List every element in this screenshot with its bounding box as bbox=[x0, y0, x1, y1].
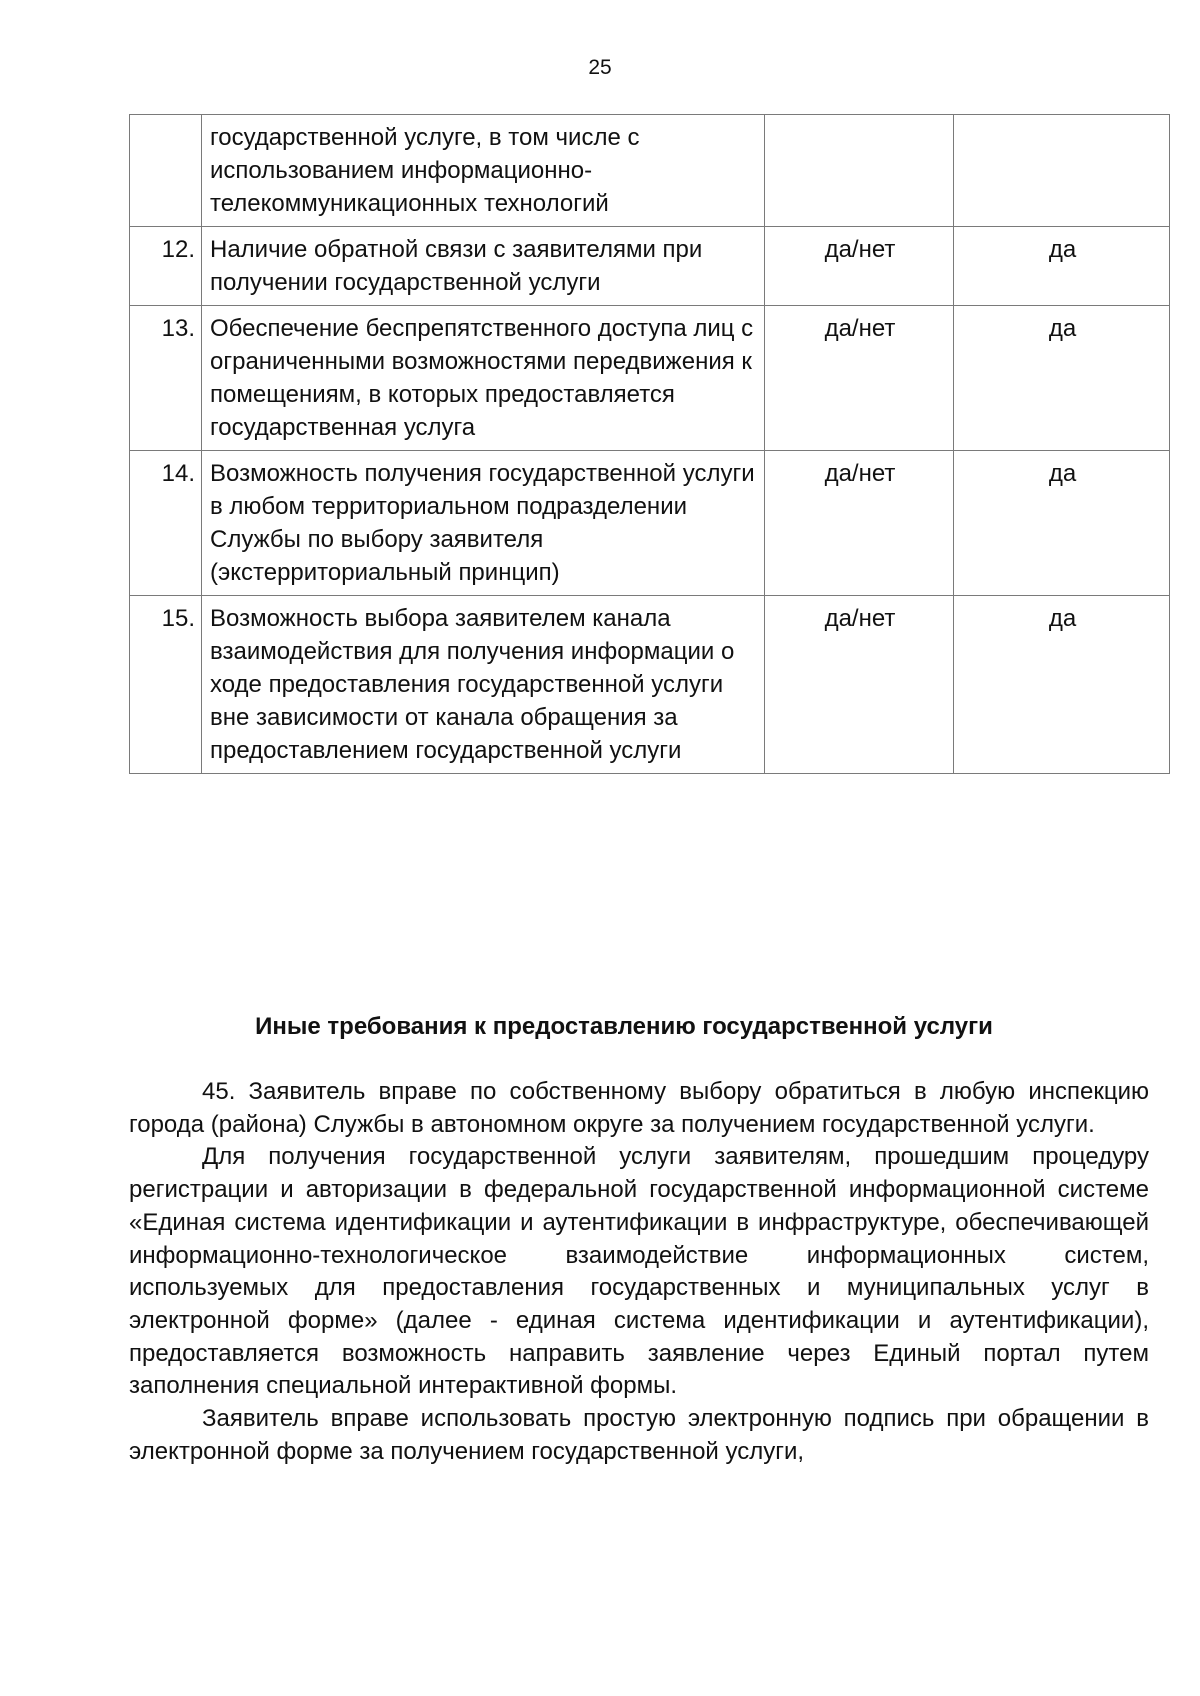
paragraph: Заявитель вправе использовать простую электронную подпись при обращении в электронной форме за получением государственной услуги, bbox=[129, 1405, 1149, 1465]
unit-of-measure: да/нет bbox=[765, 227, 954, 306]
paragraph: Для получения государственной услуги заявителям, прошедшим процедуру регистрации и авторизации в федеральной государственной информационной системе «Единая система идентификации и аутентификации в инфраструктуре, обеспечивающей информационно-технологическое взаимодействие информационных систем, используемых для предоставления государственных и муниципальных услуг в электронной форме» (далее - единая система идентификации и аутентификации), предоставляется возможность направить заявление через Единый портал путем заполнения специальной интерактивной формы. bbox=[129, 1143, 1149, 1400]
table-row bbox=[130, 596, 1170, 774]
indicator-name: Возможность получения государственной услуги в любом территориальном подразделении Службы по выбору заявителя (экстерриториальный принцип) bbox=[202, 451, 765, 596]
unit-of-measure: да/нет bbox=[765, 306, 954, 451]
section-body bbox=[129, 1076, 1149, 1468]
row-number bbox=[130, 115, 202, 227]
unit-of-measure: да/нет bbox=[765, 451, 954, 596]
indicator-name: Возможность выбора заявителем канала взаимодействия для получения информации о ходе предоставления государственной услуги вне зависимости от канала обращения за предоставлением государственной услуги bbox=[202, 596, 765, 774]
indicator-value: да bbox=[954, 451, 1170, 596]
indicator-value: да bbox=[954, 227, 1170, 306]
row-number: 12. bbox=[130, 227, 202, 306]
indicator-name: Обеспечение беспрепятственного доступа лиц с ограниченными возможностями передвижения к помещениям, в которых предоставляется государственная услуга bbox=[202, 306, 765, 451]
indicator-value bbox=[954, 115, 1170, 227]
table-row bbox=[130, 227, 1170, 306]
table-row bbox=[130, 115, 1170, 227]
indicators-table bbox=[129, 114, 1170, 774]
indicator-name: Наличие обратной связи с заявителями при получении государственной услуги bbox=[202, 227, 765, 306]
page-number: 25 bbox=[588, 56, 612, 79]
paragraph: 45. Заявитель вправе по собственному выбору обратиться в любую инспекцию города (района) Службы в автономном округе за получением государственной услуги. bbox=[129, 1078, 1149, 1138]
row-number: 15. bbox=[130, 596, 202, 774]
indicator-value: да bbox=[954, 596, 1170, 774]
row-number: 13. bbox=[130, 306, 202, 451]
indicator-name: государственной услуге, в том числе с использованием информационно-телекоммуникационных технологий bbox=[202, 115, 765, 227]
table-row bbox=[130, 451, 1170, 596]
table-row bbox=[130, 306, 1170, 451]
unit-of-measure bbox=[765, 115, 954, 227]
row-number: 14. bbox=[130, 451, 202, 596]
section-heading: Иные требования к предоставлению государственной услуги bbox=[255, 1013, 993, 1040]
indicator-value: да bbox=[954, 306, 1170, 451]
unit-of-measure: да/нет bbox=[765, 596, 954, 774]
